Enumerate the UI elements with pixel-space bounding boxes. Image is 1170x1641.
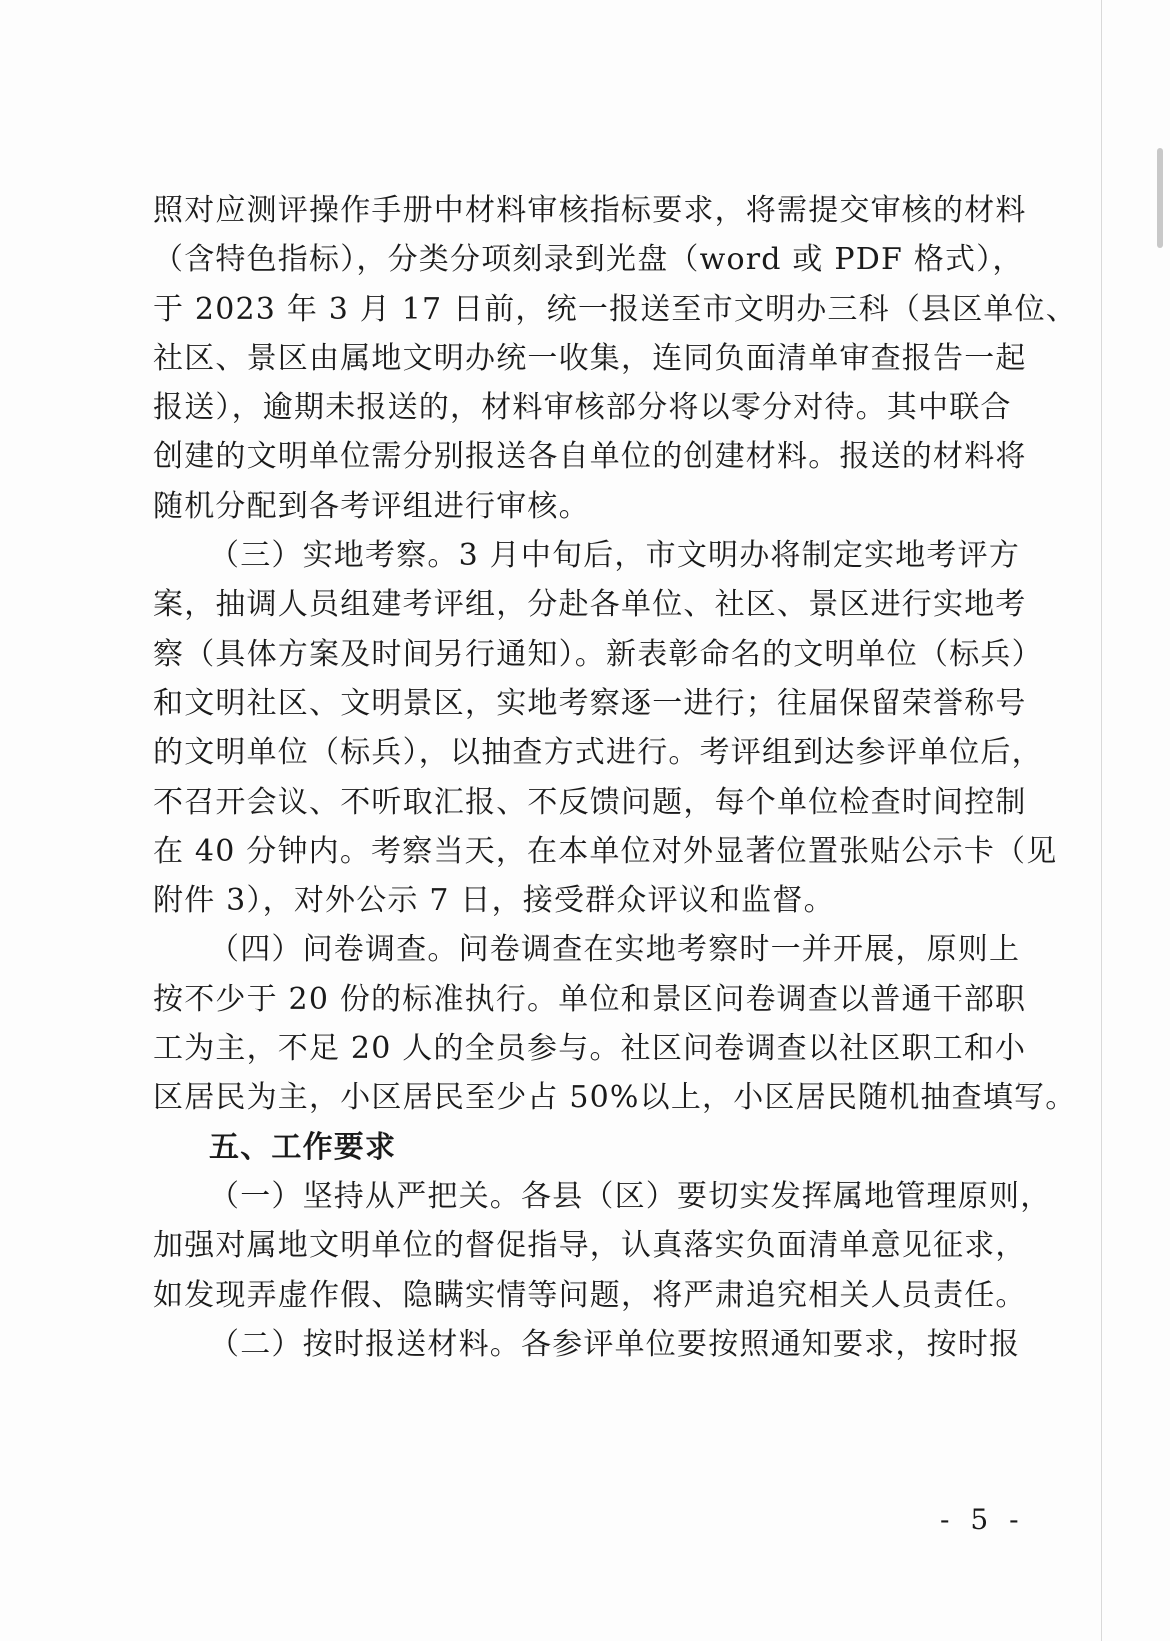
text-line: 工为主，不足 20 人的全员参与。社区问卷调查以社区职工和小: [153, 1031, 1027, 1067]
text-line: 区居民为主，小区居民至少占 50%以上，小区居民随机抽查填写。: [153, 1080, 1077, 1116]
paragraph-start-line: （一）坚持从严把关。各县（区）要切实发挥属地管理原则，: [209, 1178, 1052, 1214]
text-line: 如发现弄虚作假、隐瞒实情等问题，将严肃追究相关人员责任。: [153, 1277, 1027, 1313]
text-line: 附件 3），对外公示 7 日，接受群众评议和监督。: [153, 883, 835, 919]
body-text: [153, 186, 1078, 1369]
scroll-indicator[interactable]: [1157, 148, 1163, 248]
text-line: 社区、景区由属地文明办统一收集，连同负面清单审查报告一起: [153, 340, 1027, 376]
text-line: （含特色指标），分类分项刻录到光盘（word 或 PDF 格式），: [153, 242, 1024, 278]
text-line: 不召开会议、不听取汇报、不反馈问题，每个单位检查时间控制: [153, 784, 1027, 820]
text-line: 的文明单位（标兵），以抽查方式进行。考评组到达参评单位后，: [153, 735, 1043, 771]
text-line: 照对应测评操作手册中材料审核指标要求，将需提交审核的材料: [153, 193, 1027, 228]
section-heading: 五、工作要求: [209, 1129, 397, 1165]
text-line: 报送），逾期未报送的，材料审核部分将以零分对待。其中联合: [153, 390, 1012, 426]
text-line: 创建的文明单位需分别报送各自单位的创建材料。报送的材料将: [153, 439, 1027, 475]
text-line: 于 2023 年 3 月 17 日前，统一报送至市文明办三科（县区单位、: [153, 291, 1078, 327]
paragraph-start-line: （三）实地考察。3 月中旬后，市文明办将制定实地考评方: [209, 538, 1021, 574]
text-line: 察（具体方案及时间另行通知）。新表彰命名的文明单位（标兵）: [153, 636, 1043, 672]
text-line: 按不少于 20 份的标准执行。单位和景区问卷调查以普通干部职: [153, 981, 1027, 1017]
paragraph-start-line: （二）按时报送材料。各参评单位要按照通知要求，按时报: [209, 1326, 1021, 1362]
text-line: 和文明社区、文明景区，实地考察逐一进行；往届保留荣誉称号: [153, 685, 1027, 721]
text-line: 加强对属地文明单位的督促指导，认真落实负面清单意见征求，: [153, 1228, 1027, 1264]
paragraph-start-line: （四）问卷调查。问卷调查在实地考察时一并开展，原则上: [209, 932, 1021, 968]
text-line: 随机分配到各考评组进行审核。: [153, 488, 590, 524]
text-line: 在 40 分钟内。考察当天，在本单位对外显著位置张贴公示卡（见: [153, 833, 1058, 869]
page-number: - 5 -: [940, 1503, 1025, 1536]
page-edge-line: [1101, 0, 1102, 1641]
text-line: 案，抽调人员组建考评组，分赴各单位、社区、景区进行实地考: [153, 587, 1027, 623]
